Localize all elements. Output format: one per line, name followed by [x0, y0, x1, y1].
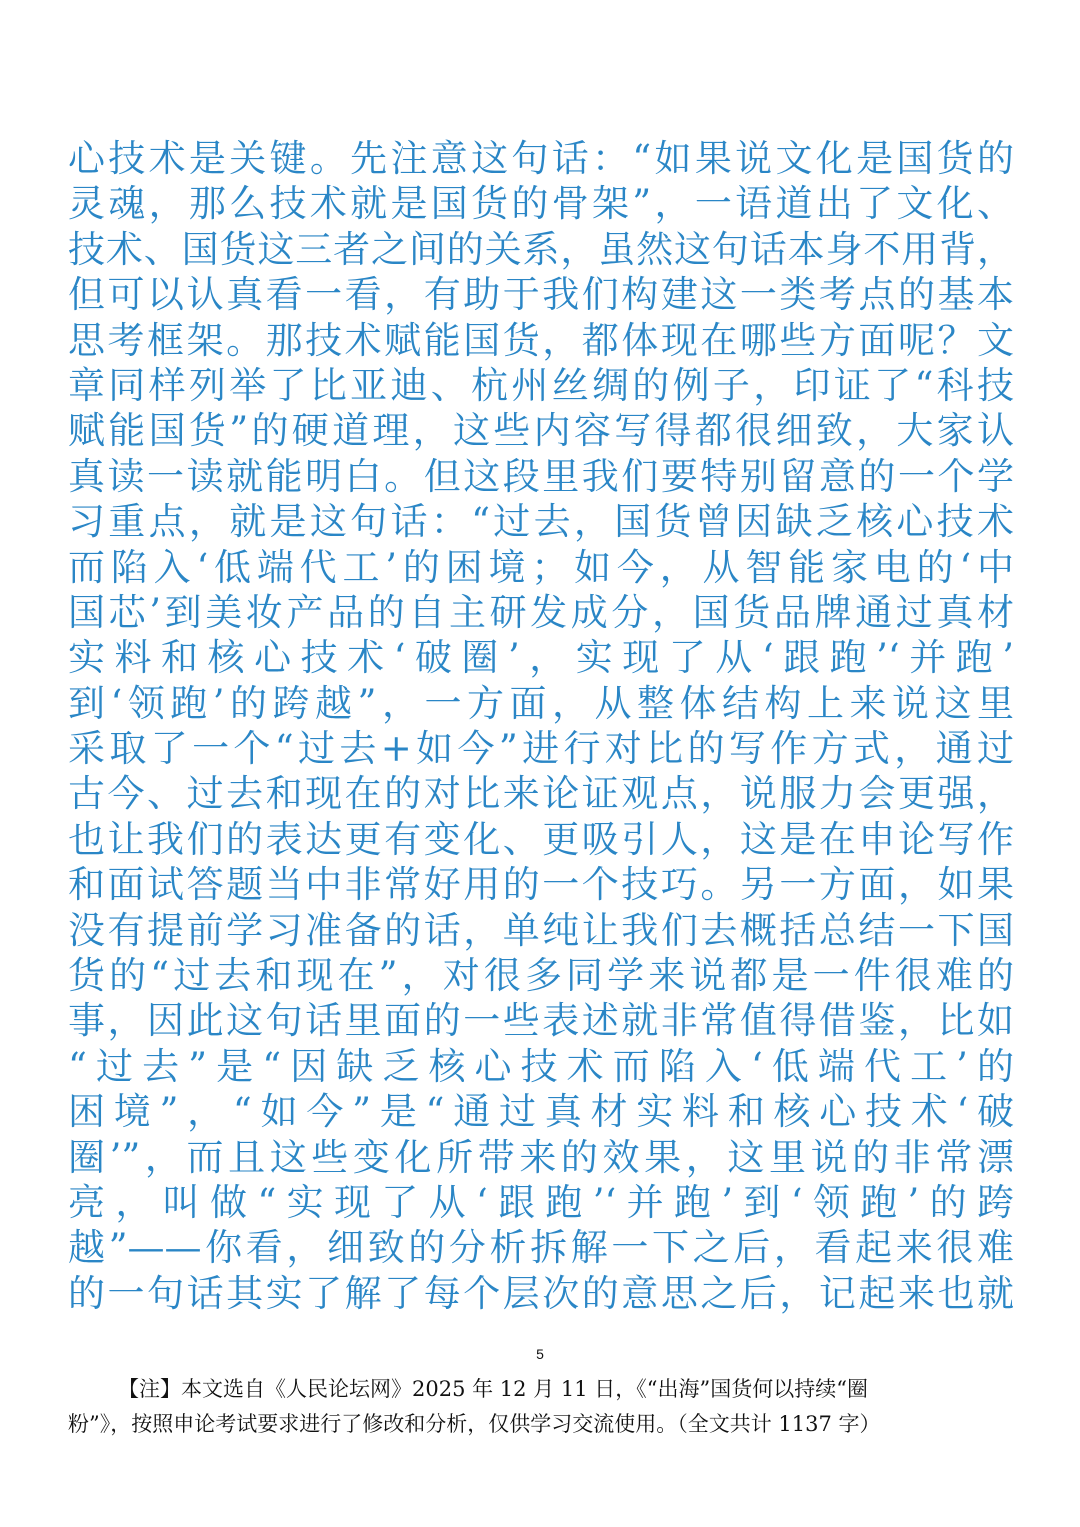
body-line: 没有提前学习准备的话，单纯让我们去概括总结一下国: [68, 908, 1014, 952]
body-line: 的一句话其实了解了每个层次的意思之后，记起来也就: [68, 1271, 1014, 1315]
body-line: 到‘领跑’的跨越”，一方面，从整体结构上来说这里: [68, 681, 1014, 725]
body-line: 习重点，就是这句话：“过去，国货曾因缺乏核心技术: [68, 500, 1014, 544]
note-line: 粉”》，按照申论考试要求进行了修改和分析，仅供学习交流使用。（全文共计 1137 字）: [68, 1412, 881, 1436]
body-line: 事，因此这句话里面的一些表述就非常值得借鉴，比如: [68, 999, 1014, 1043]
body-line: 真读一读就能明白。但这段里我们要特别留意的一个学: [68, 454, 1014, 498]
body-line: 心技术是关键。先注意这句话：“如果说文化是国货的: [68, 137, 1014, 180]
body-line: 思考框架。那技术赋能国货，都体现在哪些方面呢？文: [68, 318, 1014, 362]
body-line: 但可以认真看一看，有助于我们构建这一类考点的基本: [68, 273, 1014, 317]
body-line: 赋能国货”的硬道理，这些内容写得都很细致，大家认: [68, 409, 1014, 453]
body-line: 也让我们的表达更有变化、更吸引人，这是在申论写作: [68, 817, 1014, 861]
note-line: 【注】本文选自《人民论坛网》2025 年 12 月 11 日，《“出海”国货何以持续“圈: [118, 1377, 868, 1401]
body-line: 采取了一个“过去+如今”进行对比的写作方式，通过: [68, 727, 1014, 771]
body-line: 货的“过去和现在”，对很多同学来说都是一件很难的: [68, 954, 1014, 998]
body-line: “过去”是“因缺乏核心技术而陷入‘低端代工’的: [68, 1044, 1014, 1088]
body-line: 而陷入‘低端代工’的困境；如今，从智能家电的‘中: [68, 545, 1014, 589]
source-note: [68, 1372, 1014, 1442]
body-line: 章同样列举了比亚迪、杭州丝绸的例子，印证了“科技: [68, 363, 1014, 407]
body-line: 灵魂，那么技术就是国货的骨架”，一语道出了文化、: [68, 182, 1014, 226]
page-number: 5: [536, 1346, 544, 1362]
article-body: [68, 136, 1014, 1316]
body-line: 越”——你看，细致的分析拆解一下之后，看起来很难: [68, 1226, 1014, 1270]
body-line: 亮，叫做“实现了从‘跟跑’‘并跑’到‘领跑’的跨: [68, 1180, 1014, 1224]
body-line: 和面试答题当中非常好用的一个技巧。另一方面，如果: [68, 863, 1014, 907]
body-line: 古今、过去和现在的对比来论证观点，说服力会更强，: [68, 772, 1014, 816]
body-line: 圈’”，而且这些变化所带来的效果，这里说的非常漂: [68, 1135, 1014, 1179]
body-line: 困境”，“如今”是“通过真材实料和核心技术‘破: [68, 1090, 1014, 1134]
body-line: 国芯’到美妆产品的自主研发成分，国货品牌通过真材: [68, 590, 1014, 634]
body-line: 实料和核心技术‘破圈’，实现了从‘跟跑’‘并跑’: [68, 636, 1014, 680]
body-line: 技术、国货这三者之间的关系，虽然这句话本身不用背，: [68, 227, 1014, 271]
